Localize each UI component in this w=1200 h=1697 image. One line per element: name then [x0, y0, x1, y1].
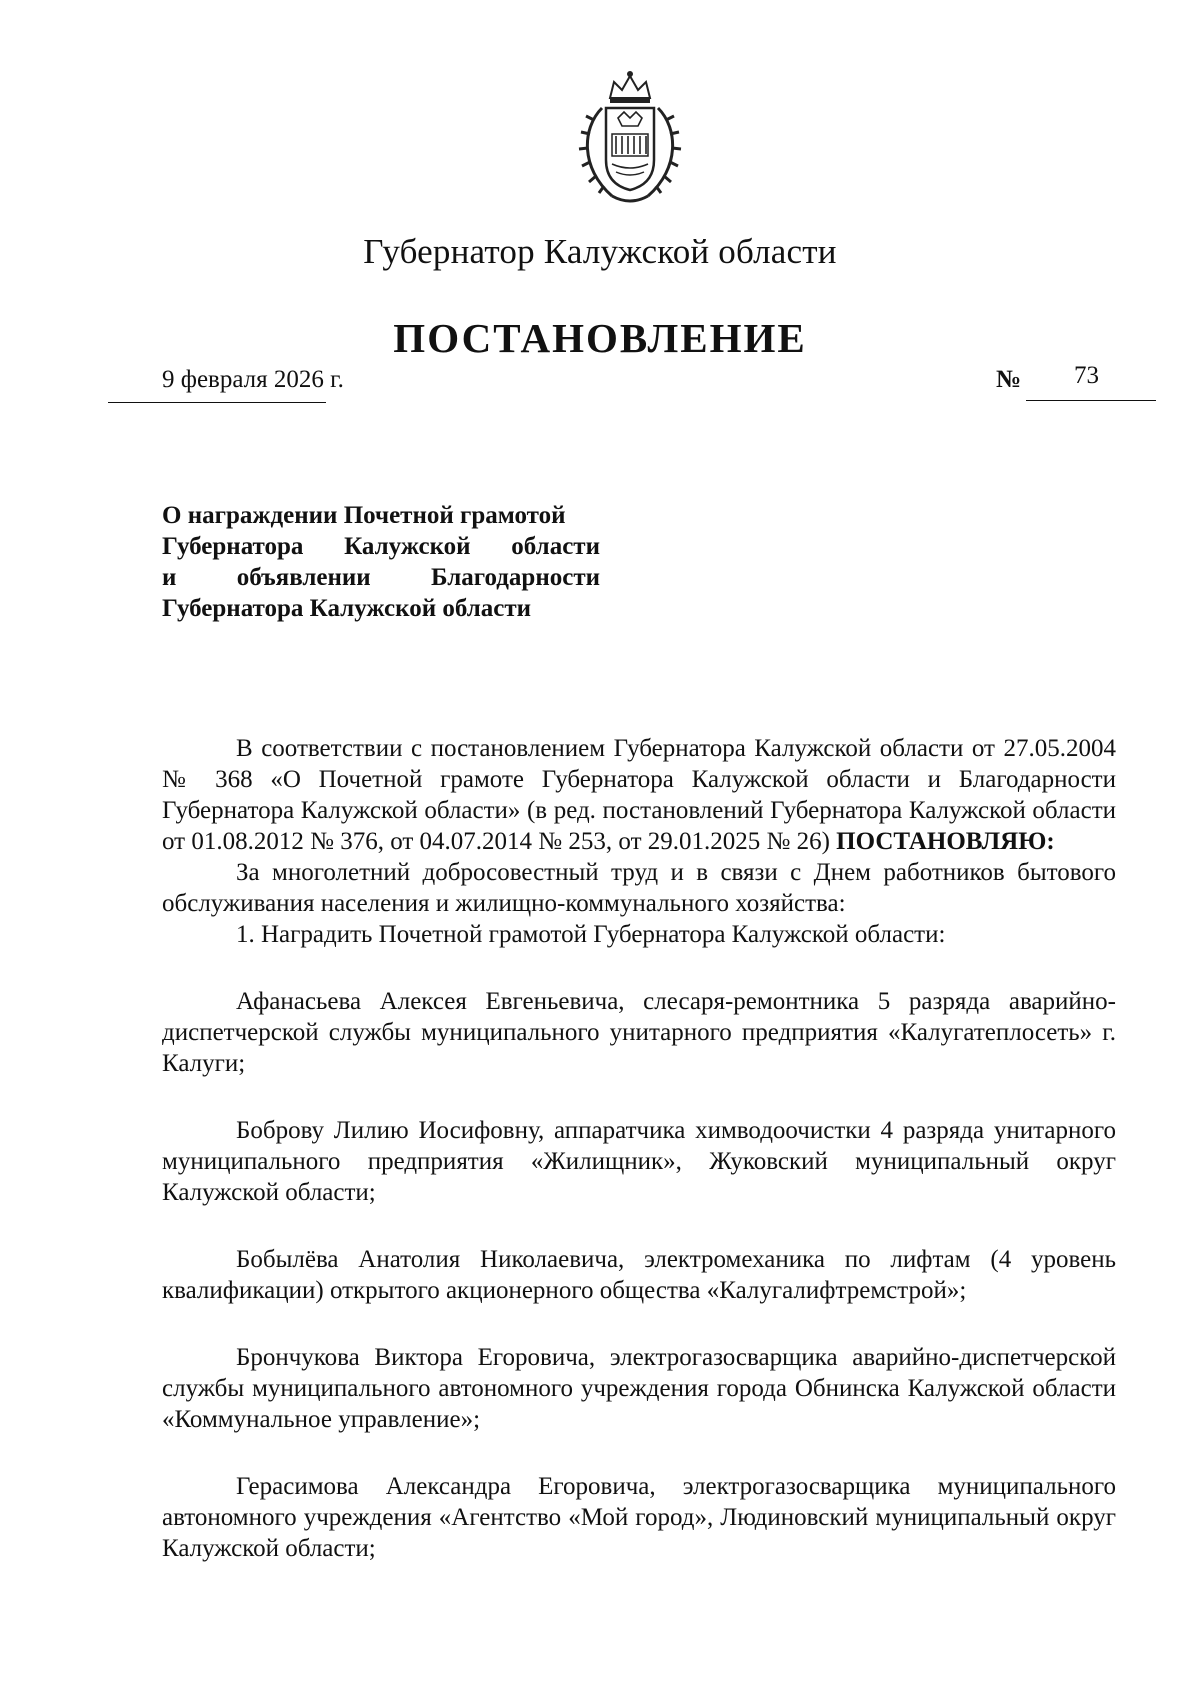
document-date: 9 февраля 2026 г. [162, 366, 344, 393]
subject-line: Губернатора Калужской области [162, 533, 600, 560]
preamble-paragraph [162, 733, 1116, 857]
issuing-authority: Губернатор Калужской области [363, 232, 837, 271]
awardee-paragraph: Брончукова Виктора Егоровича, электрогазосварщика аварийно-диспетчерской службы муниципального автономного учреждения города Обнинска Калужской области «Коммунальное управление»; [162, 1344, 1116, 1433]
subject-line: Губернатора Калужской области [162, 595, 532, 622]
item-1-title: 1. Наградить Почетной грамотой Губернатора Калужской области: [236, 921, 946, 948]
preamble-text: В соответствии с постановлением Губернатора Калужской области от 27.05.2004 № 368 «О Почетной грамоте Губернатора Калужской области и Благодарности Губернатора Калужской области» (в ред. постановлений Губернатора Калужской области от 01.08.2012 № 376, от 04.07.2014 № 253, от 29.01.2025 № 26) [162, 735, 1116, 855]
document-type-title: ПОСТАНОВЛЕНИЕ [393, 315, 807, 361]
number-label: № [996, 366, 1022, 393]
document-body [162, 733, 1116, 1564]
awardee-paragraph: Герасимова Александра Егоровича, электрогазосварщика муниципального автономного учреждения «Агентство «Мой город», Людиновский муниципальный округ Калужской области; [162, 1473, 1116, 1562]
coat-of-arms-icon [572, 68, 688, 208]
document-number: 73 [1074, 362, 1099, 389]
document-subject [162, 500, 600, 624]
awardee-paragraph: Боброву Лилию Иосифовну, аппаратчика химводоочистки 4 разряда унитарного муниципального предприятия «Жилищник», Жуковский муниципальный округ Калужской области; [162, 1117, 1116, 1206]
awardee-paragraph: Афанасьева Алексея Евгеньевича, слесаря-ремонтника 5 разряда аварийно-диспетчерской службы муниципального унитарного предприятия «Калугатеплосеть» г. Калуги; [162, 988, 1116, 1077]
awardee-paragraph: Бобылёва Анатолия Николаевича, электромеханика по лифтам (4 уровень квалификации) открытого акционерного общества «Калугалифтремстрой»; [162, 1246, 1116, 1304]
subject-line: О награждении Почетной грамотой [162, 502, 566, 529]
subject-line: и объявлении Благодарности [162, 564, 600, 591]
reason-paragraph: За многолетний добросовестный труд и в связи с Днем работников бытового обслуживания населения и жилищно-коммунального хозяйства: [162, 859, 1116, 917]
decree-word: ПОСТАНОВЛЯЮ: [836, 828, 1055, 855]
